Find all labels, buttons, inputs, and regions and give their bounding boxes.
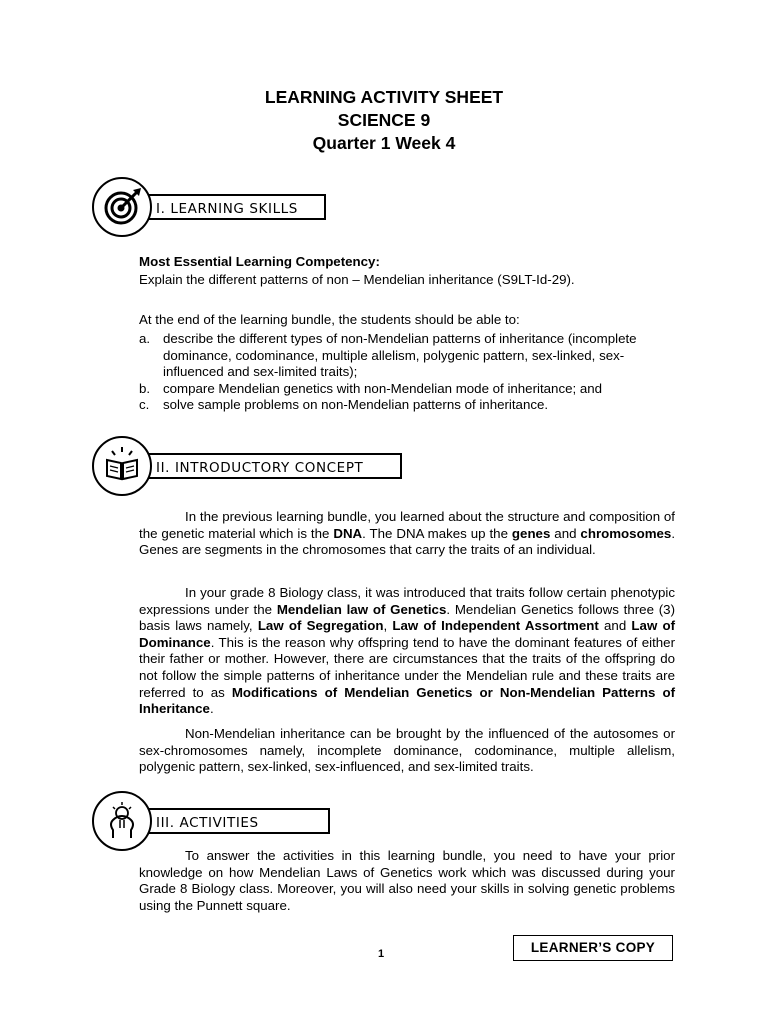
list-item: b. compare Mendelian genetics with non-Mendelian mode of inheritance; and: [139, 380, 603, 396]
activities-paragraph: To answer the activities in this learning bundle, you need to have your prior knowledge on how Mendelian Laws of Genetics work which was discussed during your Grade 8 Biology class. Moreover, you will also need your skills in solving genetic problems using the Punnett square.: [139, 848, 675, 913]
list-item: c. solve sample problems on non-Mendelian patterns of inheritance.: [139, 397, 549, 413]
list-item: a. describe the different types of non-Mendelian patterns of inheritance (incomplete dominance, codominance, multiple allelism, polygenic pattern, sex-linked, sex-influenced and sex-limited traits);: [139, 331, 637, 380]
concept-paragraph-3: Non-Mendelian inheritance can be brought by the influenced of the autosomes or sex-chromosomes namely, incomplete dominance, codominance, multiple allelism, polygenic pattern, sex-linked, sex-influenced, and sex-limited traits.: [139, 726, 675, 775]
section-introductory-concept: [92, 436, 412, 496]
section-label: I. LEARNING SKILLS: [144, 194, 326, 220]
subject-title: SCIENCE 9: [337, 110, 431, 130]
concept-paragraph-1: In the previous learning bundle, you learned about the structure and composition of the genetic material which is the DNA. The DNA makes up the genes and chromosomes. Genes are segments in the chromosomes that carry the traits of an individual.: [139, 509, 676, 558]
learners-copy-label: LEARNER’S COPY: [513, 935, 673, 961]
page-number: 1: [378, 948, 385, 960]
objectives-list: [139, 331, 675, 414]
mel-heading: Most Essential Learning Competency:: [139, 254, 380, 269]
open-book-icon: [92, 436, 152, 496]
target-icon: [92, 177, 152, 237]
section-label: II. INTRODUCTORY CONCEPT: [144, 453, 402, 479]
sheet-title: LEARNING ACTIVITY SHEET: [264, 87, 504, 107]
mel-text: Explain the different patterns of non – Mendelian inheritance (S9LT-Id-29).: [139, 272, 575, 287]
objectives-intro: At the end of the learning bundle, the students should be able to:: [139, 312, 520, 327]
section-learning-skills: [92, 177, 412, 237]
concept-paragraph-2: In your grade 8 Biology class, it was introduced that traits follow certain phenotypic expressions under the Mendelian law of Genetics. Mendelian Genetics follows three (3) basis laws namely, Law of Segregation, Law of Independent Assortment and Law of Dominance. This is the reason why offspring tend to have the dominant features of either their father or mother. However, there are circumstances that the traits of the offspring do not follow the simple patterns of inheritance under the Mendelian rule and these traits are referred to as Modifications of Mendelian Genetics or Non-Mendelian Patterns of Inheritance.: [139, 585, 676, 717]
section-activities: [92, 791, 412, 851]
idea-head-icon: [92, 791, 152, 851]
section-label: III. ACTIVITIES: [144, 808, 330, 834]
quarter-week-title: Quarter 1 Week 4: [312, 133, 456, 153]
